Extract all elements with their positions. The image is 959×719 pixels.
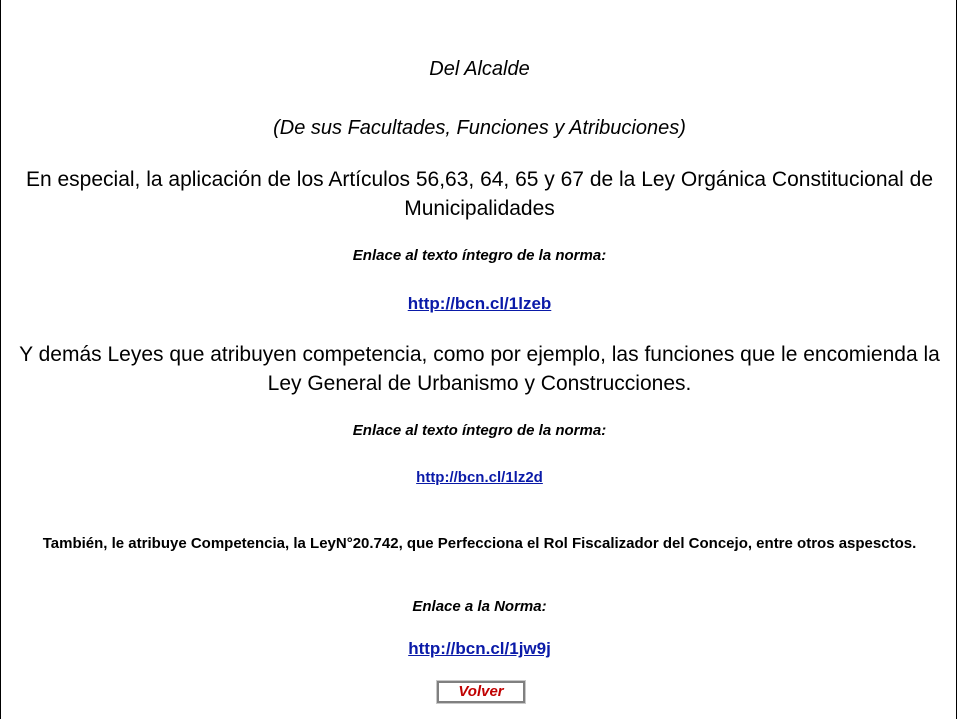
section3-text: También, le atribuye Competencia, la LeyN°20.742, que Perfecciona el Rol Fiscalizador del Concejo, entre otros aspesctos. [42,535,917,552]
page-subtitle: (De sus Facultades, Funciones y Atribuciones) [273,117,686,139]
back-button[interactable]: Volver [437,681,525,703]
section3-link-label: Enlace a la Norma: [412,598,547,615]
section2-link[interactable]: http://bcn.cl/1lz2d [416,469,543,486]
section1-link-label: Enlace al texto íntegro de la norma: [352,247,607,264]
section2-link-row [1,468,958,488]
page-title: Del Alcalde [429,58,530,80]
footer [1,681,958,703]
section3-link-row [1,638,958,660]
section2-link-label: Enlace al texto íntegro de la norma: [352,422,607,439]
section1-link-row [1,293,958,315]
section1-link[interactable]: http://bcn.cl/1lzeb [407,294,552,313]
section1-text: En especial, la aplicación de los Artículos 56,63, 64, 65 y 67 de la Ley Orgánica Constitucional de Municipalidades [25,168,934,220]
section3-link[interactable]: http://bcn.cl/1jw9j [408,639,551,658]
section2-text: Y demás Leyes que atribuyen competencia, como por ejemplo, las funciones que le encomienda la Ley General de Urbanismo y Construcciones. [19,343,940,395]
